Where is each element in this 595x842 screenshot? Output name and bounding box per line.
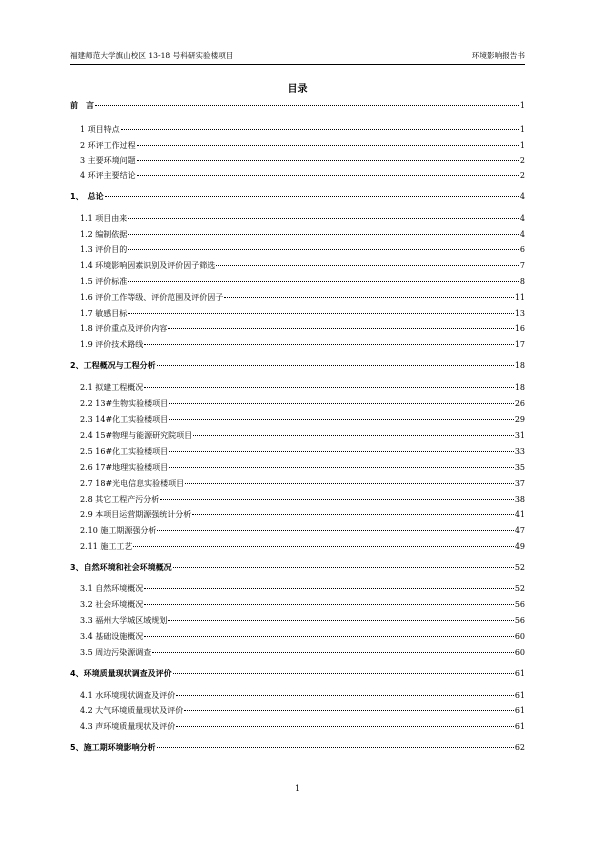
- toc-dot-leader: [95, 105, 519, 106]
- toc-entry-page: 4: [519, 214, 525, 223]
- toc-entry-title: 1.6 评价工作等级、评价范围及评价因子: [80, 293, 224, 302]
- toc-entry[interactable]: [80, 647, 525, 658]
- toc-dot-leader: [137, 175, 519, 176]
- toc-entry[interactable]: [80, 398, 525, 409]
- toc-entry-title: 1.1 项目由来: [80, 214, 128, 223]
- toc-dot-leader: [152, 652, 514, 653]
- toc-entry[interactable]: [80, 155, 525, 166]
- toc-entry[interactable]: [80, 541, 525, 552]
- toc-dot-leader: [168, 328, 514, 329]
- header-document-type: 环境影响报告书: [471, 51, 525, 60]
- toc-entry-page: 8: [519, 277, 525, 286]
- toc-entry-title: 2.8 其它工程产污分析: [80, 495, 160, 504]
- toc-entry[interactable]: [70, 360, 525, 371]
- toc-entry-title: 2.5 16#化工实验楼项目: [80, 447, 169, 456]
- toc-entry-title: 3.4 基础设施概况: [80, 632, 144, 641]
- toc-entry-title: 4.2 大气环境质量现状及评价: [80, 706, 184, 715]
- toc-entry-page: 18: [514, 383, 525, 392]
- toc-entry[interactable]: [80, 599, 525, 610]
- toc-entry-page: 6: [519, 245, 525, 254]
- toc-dot-leader: [128, 249, 519, 250]
- toc-dot-leader: [193, 435, 514, 436]
- toc-entry-title: 4、环境质量现状调查及评价: [70, 669, 172, 678]
- toc-entry[interactable]: [80, 615, 525, 626]
- toc-entry[interactable]: [80, 140, 525, 151]
- toc-entry[interactable]: [80, 525, 525, 536]
- toc-dot-leader: [173, 567, 514, 568]
- header-project-title: 福建师范大学旗山校区 13-18 号科研实验楼项目: [70, 51, 234, 60]
- toc-entry-page: 31: [514, 431, 525, 440]
- toc-entry-page: 16: [514, 324, 525, 333]
- toc-entry-page: 18: [514, 361, 525, 370]
- toc-entry-page: 52: [514, 563, 525, 572]
- toc-dot-leader: [169, 467, 514, 468]
- toc-dot-leader: [160, 499, 514, 500]
- toc-entry-page: 56: [514, 616, 525, 625]
- toc-dot-leader: [128, 281, 519, 282]
- toc-entry-page: 60: [514, 648, 525, 657]
- toc-entry-page: 62: [514, 743, 525, 752]
- toc-entry-page: 1: [519, 125, 525, 134]
- toc-entry[interactable]: [70, 562, 525, 573]
- toc-dot-leader: [144, 604, 514, 605]
- toc-entry-page: 1: [519, 141, 525, 150]
- toc-entry-title: 前 言: [70, 101, 94, 110]
- toc-dot-leader: [216, 265, 519, 266]
- toc-dot-leader: [128, 313, 514, 314]
- toc-dot-leader: [121, 129, 519, 130]
- toc-dot-leader: [144, 344, 514, 345]
- toc-entry[interactable]: [80, 721, 525, 732]
- toc-entry-title: 2、工程概况与工程分析: [70, 361, 156, 370]
- toc-entry-title: 1.2 编制依据: [80, 230, 128, 239]
- toc-entry-page: 4: [519, 192, 525, 201]
- toc-entry-title: 4.1 水环境现状调查及评价: [80, 691, 176, 700]
- toc-entry-page: 61: [514, 691, 525, 700]
- toc-entry[interactable]: [70, 191, 525, 202]
- toc-entry[interactable]: [80, 382, 525, 393]
- toc-entry-title: 3.3 福州大学城区域规划: [80, 616, 168, 625]
- toc-entry[interactable]: [80, 509, 525, 520]
- toc-entry-title: 2.10 施工期源强分析: [80, 526, 157, 535]
- toc-entry-title: 1.9 评价技术路线: [80, 340, 144, 349]
- toc-dot-leader: [144, 387, 514, 388]
- toc-entry[interactable]: [80, 414, 525, 425]
- toc-entry-page: 61: [514, 706, 525, 715]
- toc-entry-page: 61: [514, 722, 525, 731]
- toc-entry[interactable]: [80, 124, 525, 135]
- toc-entry-page: 38: [514, 495, 525, 504]
- toc-dot-leader: [137, 145, 519, 146]
- toc-entry[interactable]: [80, 446, 525, 457]
- toc-entry-page: 35: [514, 463, 525, 472]
- toc-entry-page: 60: [514, 632, 525, 641]
- toc-entry-page: 61: [514, 669, 525, 678]
- toc-entry[interactable]: [80, 323, 525, 334]
- toc-dot-leader: [169, 403, 514, 404]
- toc-entry-page: 49: [514, 542, 525, 551]
- page-number: 1: [294, 784, 301, 793]
- toc-entry[interactable]: [70, 742, 525, 753]
- toc-dot-leader: [176, 726, 514, 727]
- toc-entry[interactable]: [80, 292, 525, 303]
- toc-entry-page: 7: [519, 261, 525, 270]
- toc-entry[interactable]: [80, 213, 525, 224]
- toc-entry[interactable]: [80, 244, 525, 255]
- toc-dot-leader: [192, 514, 514, 515]
- toc-entry[interactable]: [80, 494, 525, 505]
- toc-entry-title: 2.3 14#化工实验楼项目: [80, 415, 169, 424]
- toc-entry[interactable]: [80, 260, 525, 271]
- toc-entry[interactable]: [80, 430, 525, 441]
- toc-dot-leader: [157, 365, 514, 366]
- toc-entry-page: 52: [514, 584, 525, 593]
- toc-entry[interactable]: [80, 339, 525, 350]
- toc-entry-title: 2.9 本项目运营期源强统计分析: [80, 510, 192, 519]
- toc-entry-title: 2.4 15#物理与能源研究院项目: [80, 431, 193, 440]
- toc-entry-title: 1.8 评价重点及评价内容: [80, 324, 168, 333]
- toc-entry[interactable]: [80, 478, 525, 489]
- toc-dot-leader: [176, 695, 514, 696]
- toc-entry[interactable]: [80, 462, 525, 473]
- toc-entry[interactable]: [70, 668, 525, 679]
- toc-entry-title: 2.7 18#光电信息实验楼项目: [80, 479, 185, 488]
- toc-dot-leader: [144, 636, 514, 637]
- toc-dot-leader: [169, 419, 514, 420]
- toc-entry[interactable]: [80, 690, 525, 701]
- toc-entry-title: 1 项目特点: [80, 125, 120, 134]
- toc-entry[interactable]: [80, 170, 525, 181]
- toc-dot-leader: [173, 673, 514, 674]
- toc-entry-title: 1、 总论: [70, 192, 104, 201]
- toc-entry-title: 2.6 17#地理实验楼项目: [80, 463, 169, 472]
- toc-entry-title: 3.1 自然环境概况: [80, 584, 144, 593]
- toc-entry-page: 47: [514, 526, 525, 535]
- toc-entry-title: 3.5 周边污染源调查: [80, 648, 152, 657]
- toc-title: 目录: [287, 84, 308, 95]
- toc-entry-page: 41: [514, 510, 525, 519]
- page-header: [70, 50, 525, 65]
- toc-entry-title: 4 环评主要结论: [80, 171, 136, 180]
- toc-entry-title: 1.5 评价标准: [80, 277, 128, 286]
- toc-dot-leader: [169, 451, 514, 452]
- toc-entry[interactable]: [80, 308, 525, 319]
- toc-dot-leader: [224, 297, 514, 298]
- toc-entry-title: 5、施工期环境影响分析: [70, 743, 156, 752]
- toc-entry-page: 29: [514, 415, 525, 424]
- toc-entry[interactable]: [80, 705, 525, 716]
- toc-dot-leader: [128, 218, 519, 219]
- toc-entry-title: 1.3 评价目的: [80, 245, 128, 254]
- toc-dot-leader: [105, 196, 519, 197]
- toc-entry-title: 1.4 环境影响因素识别及评价因子筛选: [80, 261, 216, 270]
- toc-entry-title: 4.3 声环境质量现状及评价: [80, 722, 176, 731]
- toc-entry-title: 2.11 施工工艺: [80, 542, 133, 551]
- toc-entry-title: 2 环评工作过程: [80, 141, 136, 150]
- toc-entry[interactable]: [80, 631, 525, 642]
- toc-dot-leader: [144, 588, 514, 589]
- toc-entry[interactable]: [70, 100, 525, 111]
- toc-entry-title: 1.7 敏感目标: [80, 309, 128, 318]
- toc-entry-page: 13: [514, 309, 525, 318]
- toc-dot-leader: [133, 546, 513, 547]
- toc-entry-page: 33: [514, 447, 525, 456]
- toc-entry[interactable]: [80, 583, 525, 594]
- toc-entry-page: 4: [519, 230, 525, 239]
- toc-entry-title: 2.2 13#生物实验楼项目: [80, 399, 169, 408]
- toc-dot-leader: [184, 710, 514, 711]
- toc-entry-title: 3、自然环境和社会环境概况: [70, 563, 172, 572]
- toc-dot-leader: [185, 483, 514, 484]
- toc-entry-page: 1: [519, 101, 525, 110]
- toc-entry-page: 56: [514, 600, 525, 609]
- toc-entry-page: 2: [519, 156, 525, 165]
- toc-dot-leader: [157, 747, 514, 748]
- toc-entry[interactable]: [80, 229, 525, 240]
- toc-entry-page: 11: [514, 293, 525, 302]
- toc-entry[interactable]: [80, 276, 525, 287]
- toc-entry-page: 17: [514, 340, 525, 349]
- toc-dot-leader: [157, 530, 513, 531]
- toc-entry-page: 37: [514, 479, 525, 488]
- toc-entry-page: 26: [514, 399, 525, 408]
- toc-dot-leader: [128, 234, 519, 235]
- toc-entry-page: 2: [519, 171, 525, 180]
- toc-entry-title: 3 主要环境问题: [80, 156, 136, 165]
- toc-entry-title: 2.1 拟建工程概况: [80, 383, 144, 392]
- toc-entry-title: 3.2 社会环境概况: [80, 600, 144, 609]
- toc-dot-leader: [168, 620, 514, 621]
- toc-dot-leader: [137, 160, 519, 161]
